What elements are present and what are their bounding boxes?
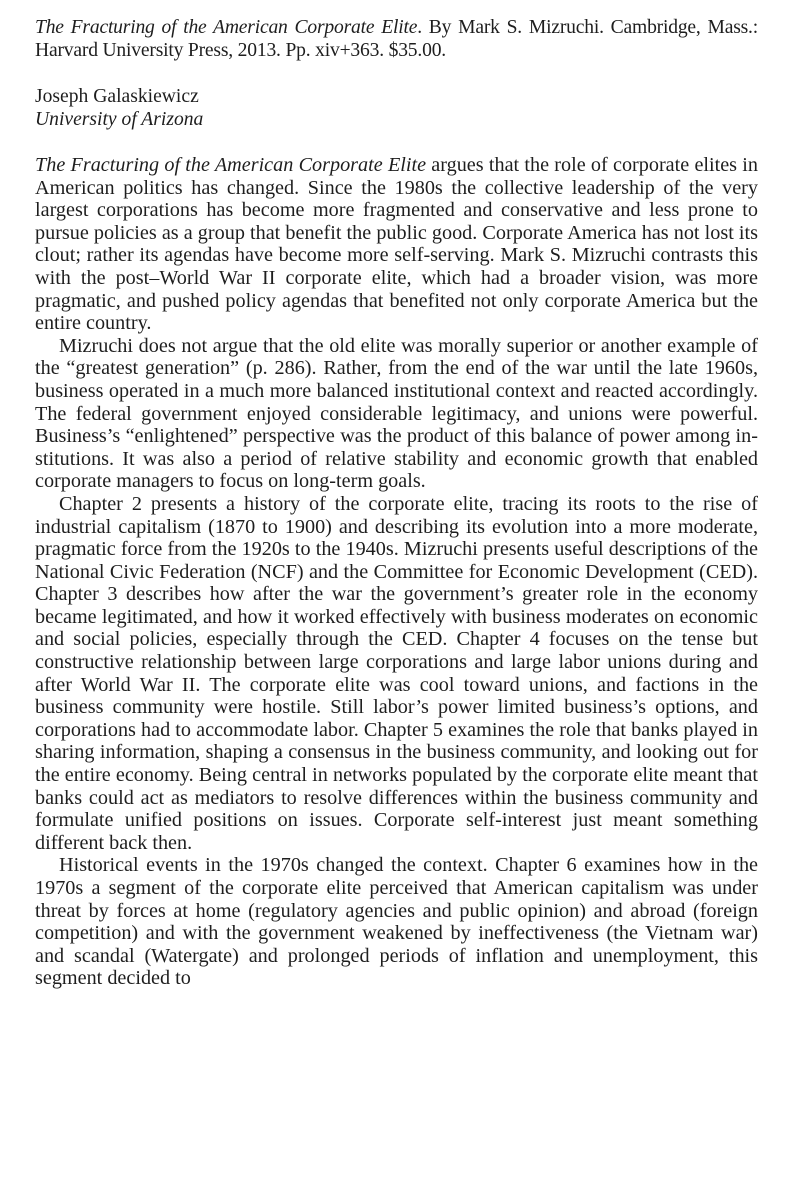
book-citation (35, 16, 758, 62)
paragraph (35, 154, 758, 335)
paragraph: Chapter 2 presents a history of the corporate elite, tracing its roots to the rise of industrial capitalism (1870 to 1900) and describing its evolution into a more moderate, pragmatic force from the 1920s to the 1940s. Mizruchi presents useful descriptions of the National Civic Federation (NCF) and the Committee for Economic Development (CED). Chapter 3 describes how after the war the government’s greater role in the economy became legitimated, and how it worked effectively with business moderates on economic and social policies, especially through the CED. Chapter 4 focuses on the tense but constructive relationship between large corporations and large labor unions during and after World War II. The corporate elite was cool toward unions, and factions in the business community were hostile. Still labor’s power limited business’s options, and corporations had to accommodate labor. Chapter 5 examines the role that banks played in sharing information, shaping a consensus in the business community, and looking out for the entire economy. Being central in networks populated by the corporate elite meant that banks could act as mediators to resolve differences within the business community and formulate unified positions on issues. Corporate self-interest just meant something different back then. (35, 492, 758, 854)
reviewer-name: Joseph Galaskiewicz (35, 86, 199, 107)
paragraph: Historical events in the 1970s changed the context. Chapter 6 examines how in the 1970s a segment of the corporate elite perceived that American capitalism was under threat by forces at home (regulatory agencies and public opinion) and abroad (foreign competition) and with the government weakened by ineffectiveness (the Vietnam war) and scandal (Watergate) and prolonged periods of inflation and unemployment, this segment decided to (35, 854, 758, 990)
paragraph: Mizruchi does not argue that the old elite was morally superior or another example of the “greatest generation” (p. 286). Rather, from the end of the war until the late 1960s, business operated in a much more balanced institutional context and reacted accordingly. The federal government enjoyed considerable legitimacy, and unions were powerful. Business’s “enlightened” perspective was the product of this balance of power among institutions. It was also a period of relative stability and economic growth that enabled corporate managers to focus on long-term goals. (35, 334, 758, 493)
review-page (35, 16, 758, 990)
review-body (35, 154, 758, 990)
reviewer-block (35, 85, 758, 131)
citation-details: . By Mark S. Mizruchi. Cambridge, Mass.: Harvard University Press, 2013. Pp. xiv+363. $35.00. (35, 17, 758, 61)
reviewer-affiliation: University of Arizona (35, 109, 204, 130)
book-title-inline: The Fracturing of the American Corporate Elite (35, 154, 427, 176)
paragraph-text: argues that the role of corporate elites in American politics has changed. Since the 1980s the collective leadership of the very largest corporations has become more fragmented and conservative and less prone to pursue policies as a group that benefit the public good. Corporate America has not lost its clout; rather its agendas have become more self-serving. Mark S. Mizruchi contrasts this with the post–World War II corporate elite, which had a broader vision, was more pragmatic, and pushed policy agendas that benefited not only corporate America but the entire country. (35, 154, 758, 335)
book-title: The Fracturing of the American Corporate Elite (35, 17, 418, 38)
